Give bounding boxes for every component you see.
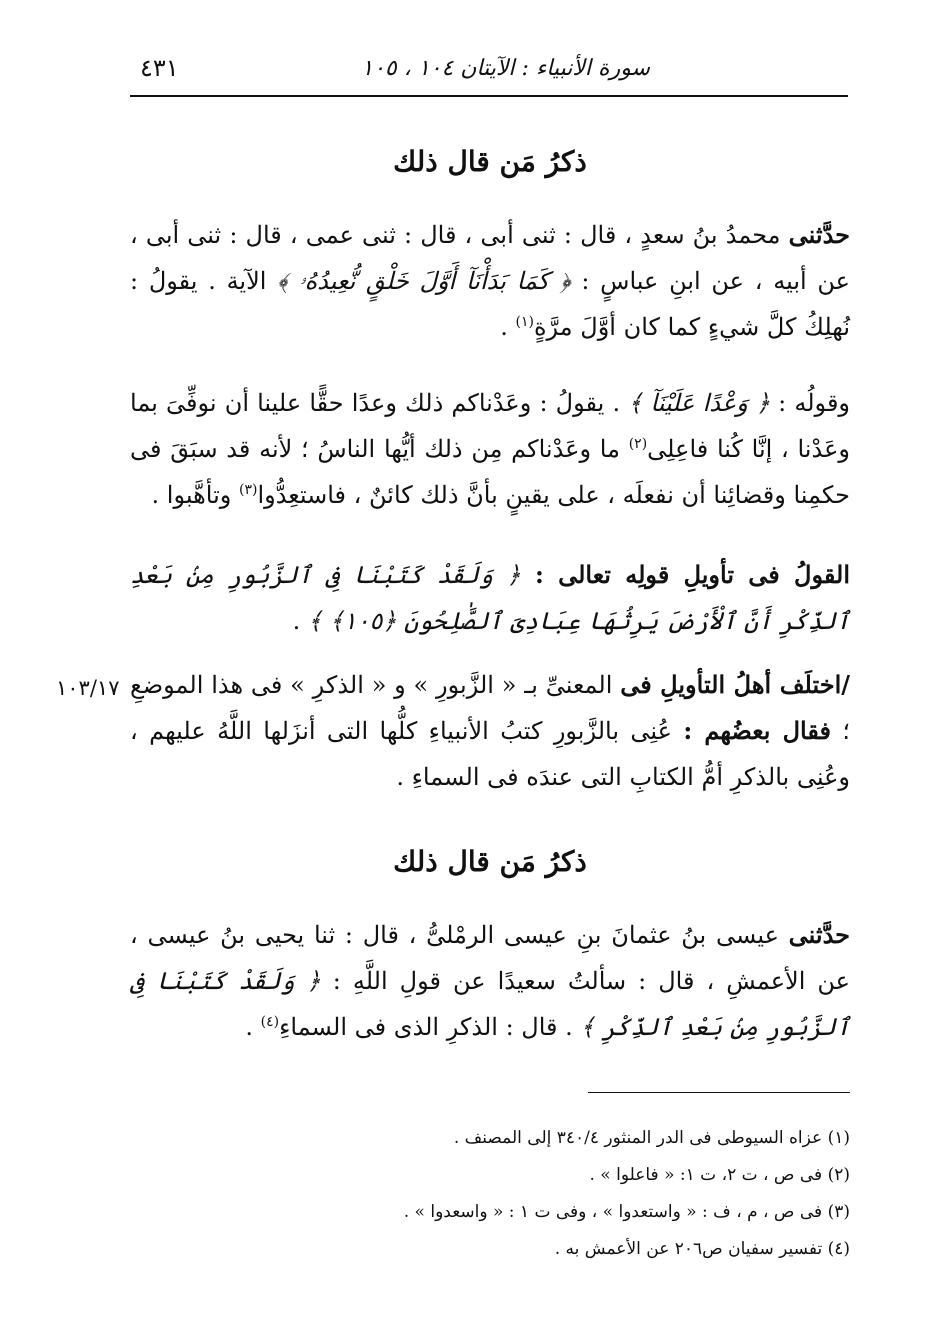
paragraph-lead-2: فقال بعضُهم : [683,716,831,745]
paragraph-text-after: الآية . يقولُ : نُهلِكُ كلَّ شيءٍ كما كان أوَّلَ مرَّةٍ [130,267,850,341]
footnote-2: (٢) فى ص ، ت ٢، ت ١: « فاعلوا » . [589,1165,850,1185]
quran-quote: ﴿ وَعْدًا عَلَيْنَآ ﴾ [628,389,771,417]
paragraph-2 [130,380,850,518]
paragraph-text-after: . يقولُ : وعَدْناكم ذلك وعدًا حقًّا علينا أن نوفِّىَ بما وعَدْنا ، إنَّا كُنا فاعِلِى [130,389,850,463]
margin-reference: ١٠٣/١٧ [56,676,120,700]
footnote-marker: (٤) [260,1014,280,1030]
quran-quote: ﴿ وَلَقَدْ كَتَبْنَا فِى ٱلزَّبُورِ مِنۢ بَعْدِ ٱلذِّكْرِ ﴾ [130,967,850,1041]
paragraph-text: المعنىِّ بـ « الزَّبورِ » و « الذكرِ » فى هذا الموضعِ ؛ [130,671,850,745]
quran-quote: ﴿ وَلَقَدْ كَتَبْنَا فِى ٱلزَّبُورِ مِنۢ بَعْدِ ٱلذِّكْرِ أَنَّ ٱلْأَرْضَ يَرِثُهَا عِبَادِىَ ٱلصَّٰلِحُونَ ﴿١٠٥﴾ ﴾ [130,561,850,635]
running-head [130,50,850,90]
header-rule [130,95,848,97]
footnote-1: (١) عزاه السيوطى فى الدر المنثور ٣٤٠/٤ إلى المصنف . [453,1128,850,1148]
footnote-marker: (٢) [628,436,648,452]
paragraph-text-after: . [292,607,308,635]
paragraph-end-2: وتأهَّبوا . [151,481,239,509]
section-heading-1: ذكرُ مَن قال ذلك [393,145,587,178]
paragraph-text: عيسى بنُ عثمانَ بنِ عيسى الرمْلىُّ ، قال : ثنا يحيى بنُ عيسى ، عن الأعمشِ ، قال : سألتُ سعيدًا عن قولِ اللَّهِ : [130,921,851,995]
paragraph-lead: /اختلَف أهلُ التأويلِ فى [620,670,851,699]
paragraph-end: . [245,1013,261,1041]
paragraph-4 [130,662,850,800]
paragraph-text-after: . قال : الذكرِ الذى فى السماءِ [279,1013,581,1041]
paragraph-end: ما وعَدْناكم مِن ذلك أيُّها الناسُ ؛ لأنه قد سبَقَ فى حكمِنا وقضائِنا أن نفعلَه ، على يقينٍ بأنَّ ذلك كائنٌ ، فاستعِدُّوا [130,435,850,509]
paragraph-lead: حدَّثنى [788,920,850,949]
footnote-4: (٤) تفسير سفيان ص٢٠٦ عن الأعمش به . [554,1239,850,1259]
paragraph-1 [130,212,850,350]
paragraph-lead: القولُ فى تأويلِ قولِه تعالى : [520,560,850,589]
paragraph-3 [130,552,850,644]
quran-quote: ﴿ كَمَا بَدَأْنَآ أَوَّلَ خَلْقٍ نُّعِيدُهُۥ ﴾ [277,267,571,295]
footnote-rule [588,1092,850,1093]
paragraph-5 [130,912,850,1050]
footnote-marker: (١) [515,314,534,330]
paragraph-end-2: عُنِى بالزَّبورِ كتبُ الأنبياءِ كلُّها التى أنزَلها اللَّهُ عليهم ، وعُنِى بالذكرِ أمُّ الكتابِ التى عندَه فى السماءِ . [130,717,850,791]
paragraph-lead: حدَّثنى [788,220,850,249]
section-heading-2: ذكرُ مَن قال ذلك [393,845,587,878]
paragraph-text: محمدُ بنُ سعدٍ ، قال : ثنى أبى ، قال : ثنى عمى ، قال : ثنى أبى ، عن أبيه ، عن ابنِ عباسٍ : [130,221,850,295]
footnote-3: (٣) فى ص ، م ، ف : « واستعدوا » ، وفى ت ١ : « واسعدوا » . [403,1202,850,1222]
footnote-marker: (٣) [238,482,258,498]
paragraph-text: وقولُه : [770,389,851,417]
page-number: ٤٣١ [140,54,179,82]
paragraph-end: . [500,313,516,341]
footnotes [130,1120,850,1268]
running-title: سورة الأنبياء : الآيتان ١٠٤ ، ١٠٥ [361,56,650,81]
